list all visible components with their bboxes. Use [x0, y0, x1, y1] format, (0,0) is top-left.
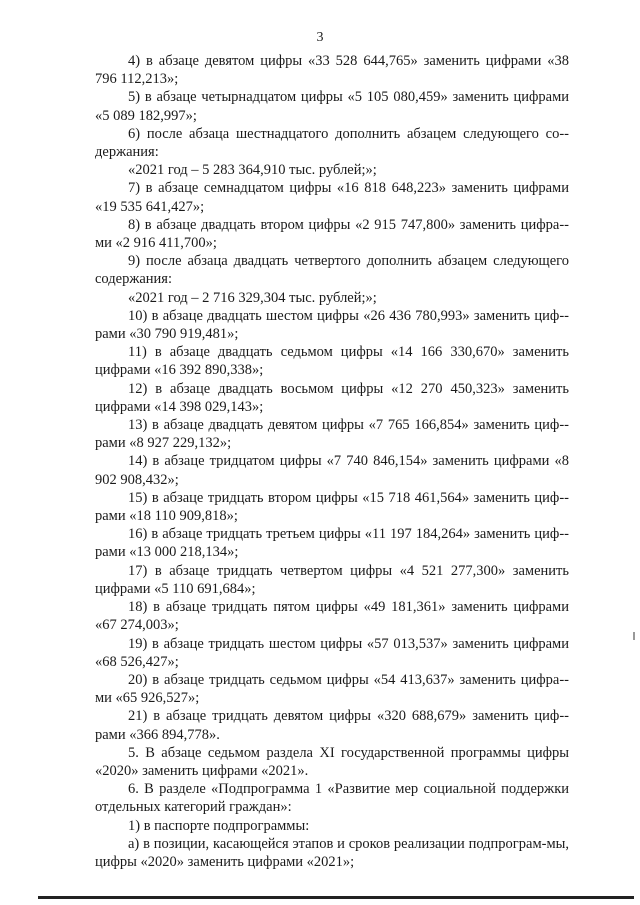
- paragraph-item-8: 8) в абзаце двадцать втором цифры «2 915 747,800» заменить цифра-ми «2 916 411,700»;: [95, 216, 569, 252]
- paragraph-item-17: 17) в абзаце тридцать четвертом цифры «4 521 277,300» заменить цифрами «5 110 691,684»;: [95, 562, 569, 597]
- paragraph-item-15: 15) в абзаце тридцать втором цифры «15 718 461,564» заменить циф-рами «18 110 909,818»;: [95, 489, 569, 525]
- paragraph-item-20: 20) в абзаце тридцать седьмом цифры «54 413,637» заменить цифра-ми «65 926,527»;: [95, 671, 569, 707]
- paragraph-item-4: 4) в абзаце девятом цифры «33 528 644,765» заменить цифрами «38 796 112,213»;: [95, 53, 569, 88]
- paragraph-item-16: 16) в абзаце тридцать третьем цифры «11 197 184,264» заменить циф-рами «13 000 218,134»;: [95, 526, 569, 561]
- scan-artifact: [633, 632, 635, 640]
- quoted-text-2021-b: «2021 год – 2 716 329,304 тыс. рублей;»;: [128, 289, 377, 306]
- subitem-1-passport: 1) в паспорте подпрограммы:: [128, 817, 310, 834]
- paragraph-item-12: 12) в абзаце двадцать восьмом цифры «12 270 450,323» заменить цифрами «14 398 029,143»;: [95, 380, 569, 415]
- section-item-5: 5. В абзаце седьмом раздела XI государственной программы цифры «2020» заменить цифрами «2021».: [95, 744, 569, 779]
- bottom-edge-rule: [38, 896, 634, 899]
- paragraph-item-11: 11) в абзаце двадцать седьмом цифры «14 166 330,670» заменить цифрами «16 392 890,338»;: [95, 344, 569, 379]
- paragraph-item-5: 5) в абзаце четырнадцатом цифры «5 105 080,459» заменить цифрами «5 089 182,997»;: [95, 89, 569, 124]
- subitem-a-stages: а) в позиции, касающейся этапов и сроков реализации подпрограм-мы, цифры «2020» заменить цифрами «2021»;: [95, 835, 569, 870]
- section-item-6: 6. В разделе «Подпрограмма 1 «Развитие мер социальной поддержки отдельных категорий граждан»:: [95, 781, 569, 816]
- paragraph-item-21: 21) в абзаце тридцать девятом цифры «320 688,679» заменить циф-рами «366 894,778».: [95, 708, 569, 743]
- paragraph-item-7: 7) в абзаце семнадцатом цифры «16 818 648,223» заменить цифрами «19 535 641,427»;: [95, 180, 569, 215]
- paragraph-item-14: 14) в абзаце тридцатом цифры «7 740 846,154» заменить цифрами «8 902 908,432»;: [95, 453, 569, 488]
- paragraph-item-10: 10) в абзаце двадцать шестом цифры «26 436 780,993» заменить циф-рами «30 790 919,481»;: [95, 307, 569, 343]
- page-number: 3: [316, 30, 324, 45]
- paragraph-item-13: 13) в абзаце двадцать девятом цифры «7 765 166,854» заменить циф-рами «8 927 229,132»;: [95, 417, 569, 452]
- document-body: [95, 52, 569, 871]
- quoted-text-2021-a: «2021 год – 5 283 364,910 тыс. рублей;»;: [128, 162, 377, 179]
- paragraph-item-18: 18) в абзаце тридцать пятом цифры «49 181,361» заменить цифрами «67 274,003»;: [95, 599, 569, 634]
- paragraph-item-6: 6) после абзаца шестнадцатого дополнить абзацем следующего со-держания:: [95, 125, 569, 161]
- paragraph-item-9: 9) после абзаца двадцать четвертого дополнить абзацем следующего содержания:: [95, 253, 569, 288]
- paragraph-item-19: 19) в абзаце тридцать шестом цифры «57 013,537» заменить цифрами «68 526,427»;: [95, 635, 569, 670]
